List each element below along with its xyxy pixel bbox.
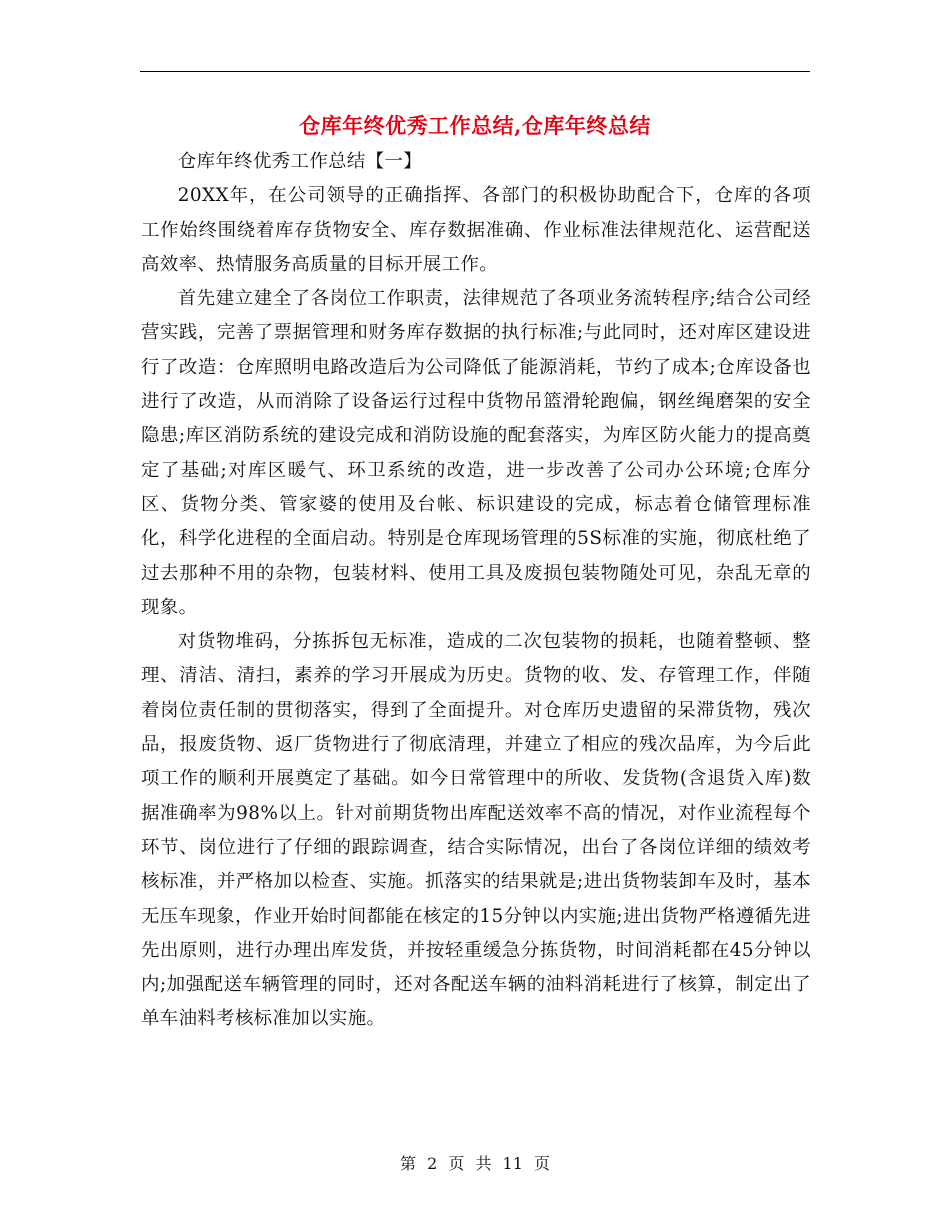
section-heading: 仓库年终优秀工作总结【一】	[177, 151, 423, 172]
paragraph-intro: 20XX年，在公司领导的正确指挥、各部门的积极协助配合下，仓库的各项工作始终围绕着库存货物安全、库存数据准确、作业标准法律规范化、运营配送高效率、热情服务高质量的目标开展工作。	[141, 185, 811, 275]
paragraph-improvements: 首先建立建全了各岗位工作职责，法律规范了各项业务流转程序;结合公司经营实践，完善了票据管理和财务库存数据的执行标准;与此同时，还对库区建设进行了改造：仓库照明电路改造后为公司降低了能源消耗，节约了成本;仓库设备也进行了改造，从而消除了设备运行过程中货物吊篮滑轮跑偏，钢丝绳磨架的安全隐患;库区消防系统的建设完成和消防设施的配套落实，为库区防火能力的提高奠定了基础;对库区暖气、环卫系统的改造，进一步改善了公司办公环境;仓库分区、货物分类、管家婆的使用及台帐、标识建设的完成，标志着仓储管理标准化，科学化进程的全面启动。特别是仓库现场管理的5S标准的实施，彻底杜绝了过去那种不用的杂物，包装材料、使用工具及废损包装物随处可见，杂乱无章的现象。	[141, 288, 811, 618]
document-body	[141, 145, 811, 1037]
document-title: 仓库年终优秀工作总结,仓库年终总结	[299, 113, 651, 138]
page-footer: 第 2 页 共 11 页	[400, 1154, 550, 1173]
paragraph-goods-handling: 对货物堆码，分拣拆包无标准，造成的二次包装物的损耗，也随着整顿、整理、清洁、清扫，素养的学习开展成为历史。货物的收、发、存管理工作，伴随着岗位责任制的贯彻落实，得到了全面提升。对仓库历史遗留的呆滞货物，残次品，报废货物、返厂货物进行了彻底清理，并建立了相应的残次品库，为今后此项工作的顺利开展奠定了基础。如今日常管理中的所收、发货物(含退货入库)数据准确率为98%以上。针对前期货物出库配送效率不高的情况，对作业流程每个环节、岗位进行了仔细的跟踪调查，结合实际情况，出台了各岗位详细的绩效考核标准，并严格加以检查、实施。抓落实的结果就是;进出货物装卸车及时，基本无压车现象，作业开始时间都能在核定的15分钟以内实施;进出货物严格遵循先进先出原则，进行办理出库发货，并按轻重缓急分拣货物，时间消耗都在45分钟以内;加强配送车辆管理的同时，还对各配送车辆的油料消耗进行了核算，制定出了单车油料考核标准加以实施。	[141, 631, 811, 1030]
header-rule	[140, 71, 810, 72]
